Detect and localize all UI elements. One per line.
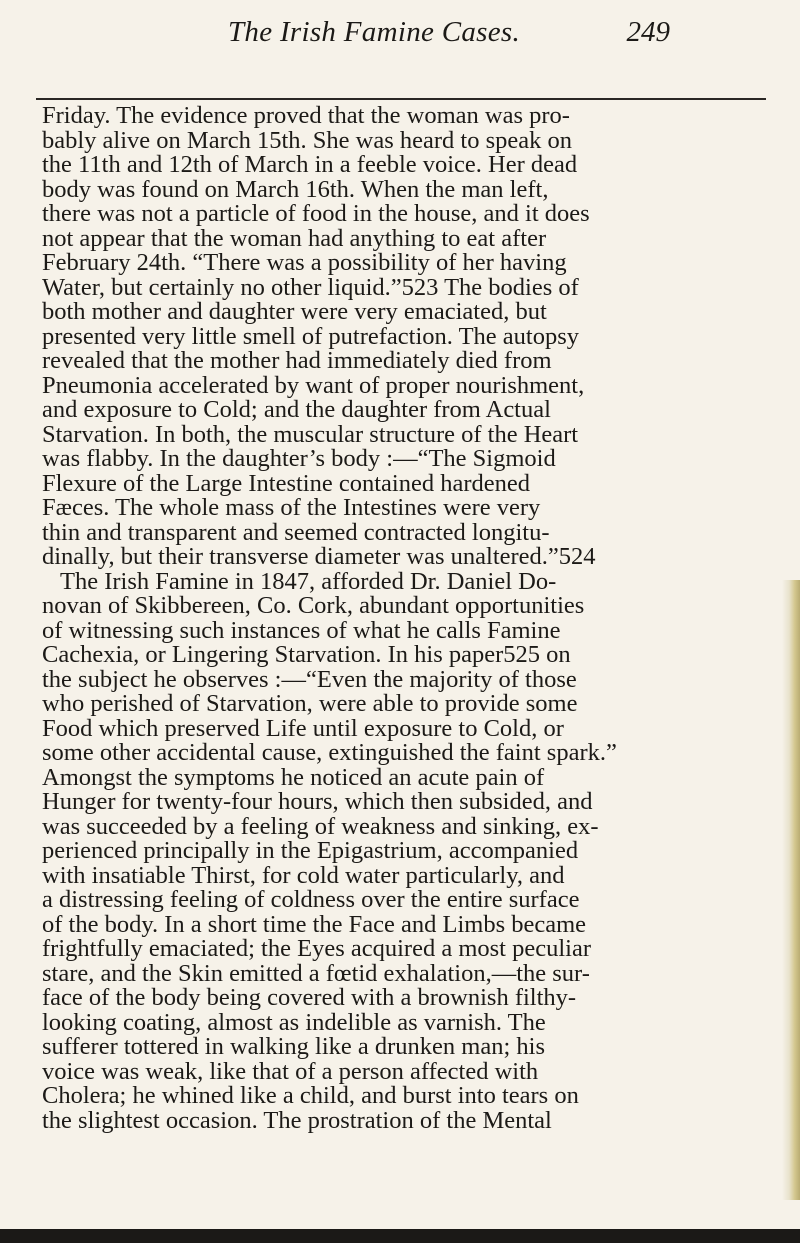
text-line: looking coating, almost as indelible as varnish. The xyxy=(42,1010,546,1035)
text-line: Amongst the symptoms he noticed an acute pain of xyxy=(42,765,545,790)
text-line: face of the body being covered with a brownish filthy- xyxy=(42,986,577,1011)
text-line: not appear that the woman had anything to eat after xyxy=(42,226,547,251)
text-line: Hunger for twenty-four hours, which then subsided, and xyxy=(42,790,593,815)
text-line: who perished of Starvation, were able to provide some xyxy=(42,692,578,717)
text-line: sufferer tottered in walking like a drunken man; his xyxy=(42,1035,546,1060)
text-line: The Irish Famine in 1847, afforded Dr. Daniel Do- xyxy=(60,569,557,594)
page-number: 249 xyxy=(626,16,670,48)
text-line: both mother and daughter were very emaciated, but xyxy=(42,300,547,325)
text-line: presented very little smell of putrefaction. The autopsy xyxy=(42,324,580,349)
text-line: frightfully emaciated; the Eyes acquired a most peculiar xyxy=(42,937,591,962)
page-header xyxy=(220,14,700,54)
running-title: The Irish Famine Cases. xyxy=(228,16,521,48)
body-text xyxy=(42,104,764,1133)
text-line: Cholera; he whined like a child, and burst into tears on xyxy=(42,1084,579,1109)
text-line: was flabby. In the daughter’s body :—“The Sigmoid xyxy=(42,447,556,472)
text-line: body was found on March 16th. When the man left, xyxy=(42,177,549,202)
text-line: Friday. The evidence proved that the woman was pro- xyxy=(42,104,570,129)
text-line: Water, but certainly no other liquid.”523 The bodies of xyxy=(42,275,579,300)
text-line: voice was weak, like that of a person affected with xyxy=(42,1059,539,1084)
text-line: some other accidental cause, extinguished the faint spark.” xyxy=(42,741,617,766)
text-line: Pneumonia accelerated by want of proper nourishment, xyxy=(42,373,585,398)
text-line: Food which preserved Life until exposure to Cold, or xyxy=(42,716,564,741)
text-line: bably alive on March 15th. She was heard to speak on xyxy=(42,128,573,153)
page-edge-shadow xyxy=(782,580,800,1200)
text-line: Starvation. In both, the muscular structure of the Heart xyxy=(42,422,579,447)
text-line: there was not a particle of food in the house, and it does xyxy=(42,202,590,227)
text-line: February 24th. “There was a possibility of her having xyxy=(42,251,567,276)
text-line: of the body. In a short time the Face and Limbs became xyxy=(42,912,587,937)
text-line: dinally, but their transverse diameter was unaltered.”524 xyxy=(42,545,596,570)
header-rule xyxy=(36,98,766,100)
text-line: and exposure to Cold; and the daughter from Actual xyxy=(42,398,551,423)
scan-bottom-band xyxy=(0,1229,800,1243)
text-line: the 11th and 12th of March in a feeble voice. Her dead xyxy=(42,153,578,178)
text-line: a distressing feeling of coldness over the entire surface xyxy=(42,888,580,913)
text-line: Cachexia, or Lingering Starvation. In his paper525 on xyxy=(42,643,571,668)
text-line: the slightest occasion. The prostration of the Mental xyxy=(42,1108,552,1133)
text-line: novan of Skibbereen, Co. Cork, abundant opportunities xyxy=(42,594,585,619)
text-line: Fæces. The whole mass of the Intestines were very xyxy=(42,496,541,521)
text-line: of witnessing such instances of what he calls Famine xyxy=(42,618,561,643)
text-line: thin and transparent and seemed contracted longitu- xyxy=(42,520,550,545)
text-line: revealed that the mother had immediately died from xyxy=(42,349,552,374)
text-line: perienced principally in the Epigastrium, accompanied xyxy=(42,839,579,864)
text-line: with insatiable Thirst, for cold water particularly, and xyxy=(42,863,565,888)
text-line: stare, and the Skin emitted a fœtid exhalation,—the sur- xyxy=(42,961,590,986)
text-line: was succeeded by a feeling of weakness and sinking, ex- xyxy=(42,814,599,839)
text-line: Flexure of the Large Intestine contained hardened xyxy=(42,471,530,496)
text-line: the subject he observes :—“Even the majority of those xyxy=(42,667,577,692)
